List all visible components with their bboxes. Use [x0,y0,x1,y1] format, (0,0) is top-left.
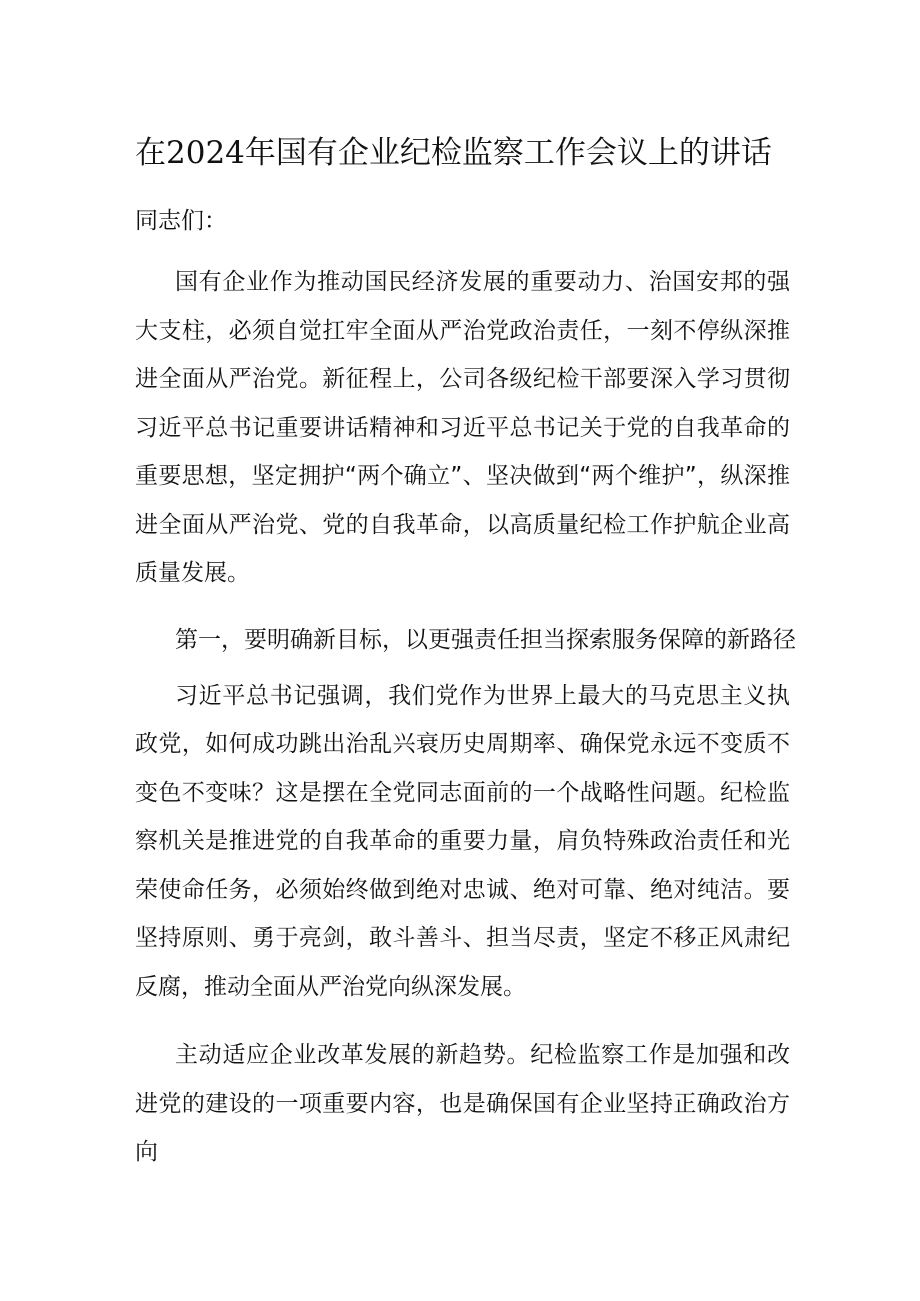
document-title: 在2024年国有企业纪检监察工作会议上的讲话 [135,135,772,171]
section-paragraph-1: 习近平总书记强调，我们党作为世界上最大的马克思主义执政党，如何成功跳出治乱兴衰历史周期率、确保党永远不变质不变色不变味？这是摆在全党同志面前的一个战略性问题。纪检监察机关是推进党的自我革命的重要力量，肩负特殊政治责任和光荣使命任务，必须始终做到绝对忠诚、绝对可靠、绝对纯洁。要坚持原则、勇于亮剑，敢斗善斗、担当尽责，坚定不移正风肃纪反腐，推动全面从严治党向纵深发展。 [135,682,790,1000]
intro-paragraph: 国有企业作为推动国民经济发展的重要动力、治国安邦的强大支柱，必须自觉扛牢全面从严治党政治责任，一刻不停纵深推进全面从严治党。新征程上，公司各级纪检干部要深入学习贯彻习近平总书记重要讲话精神和习近平总书记关于党的自我革命的重要思想，坚定拥护“两个确立”、坚决做到“两个维护”，纵深推进全面从严治党、党的自我革命，以高质量纪检工作护航企业高质量发展。 [135,269,790,586]
document-body [135,128,796,1177]
greeting: 同志们： [135,208,227,234]
section-paragraph-2: 主动适应企业改革发展的新趋势。纪检监察工作是加强和改进党的建设的一项重要内容，也是确保国有企业坚持正确政治方向 [135,1042,790,1165]
section-heading: 第一，要明确新目标，以更强责任担当探索服务保障的新路径 [175,626,796,653]
